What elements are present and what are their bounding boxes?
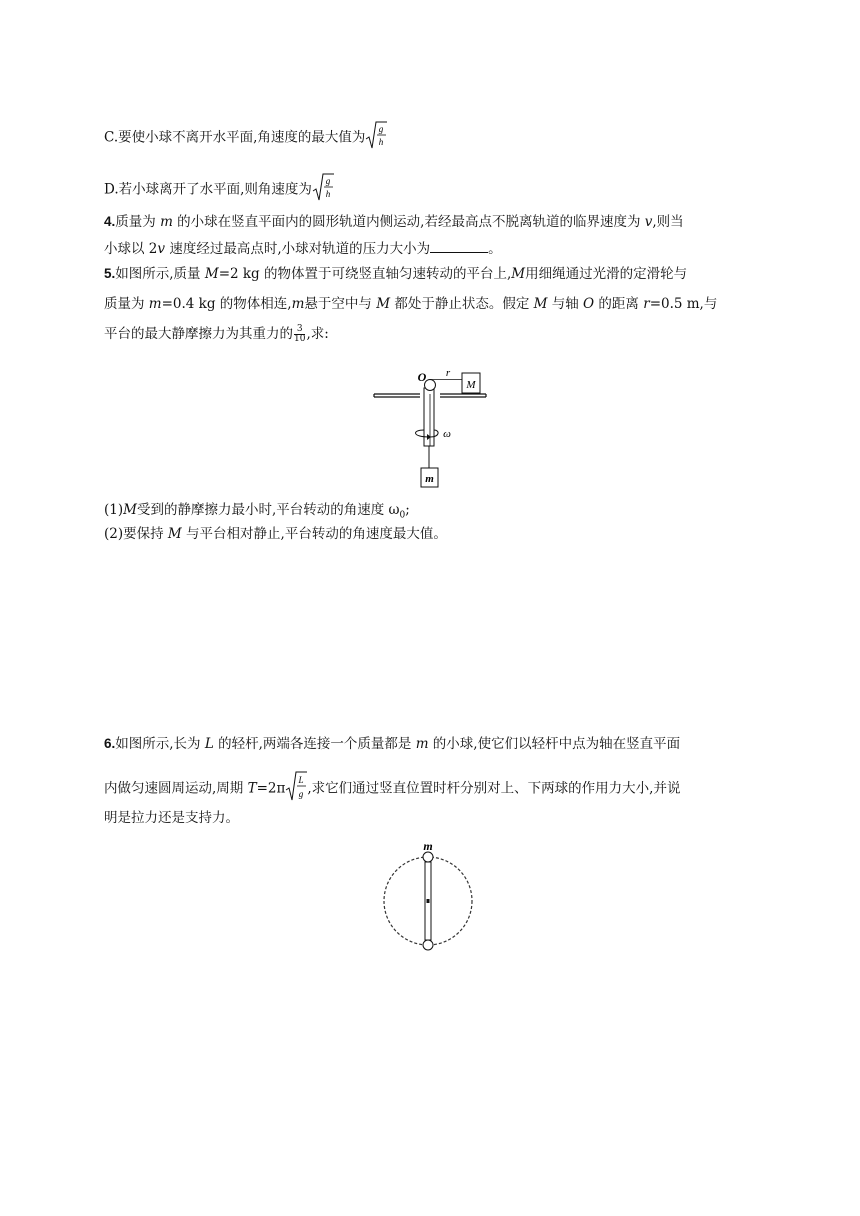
option-d-text: D.若小球离开了水平面,则角速度为: [104, 181, 312, 198]
option-c-text: C.要使小球不离开水平面,角速度的最大值为: [104, 129, 366, 146]
top-ball: [423, 852, 433, 862]
question-number: 5.: [104, 266, 116, 281]
label-m: m: [425, 473, 434, 485]
question-5-line-1: 5.如图所示,质量 M=2 kg 的物体置于可绕竖直轴匀速转动的平台上,M用细绳通过光滑的定滑轮与: [104, 266, 688, 282]
label-M: M: [466, 379, 476, 391]
question-6-line-2: 内做匀速圆周运动,周期 T=2π L g ,求它们通过竖直位置时杆分别对上、下两球的作用力大小,并说: [104, 770, 680, 808]
frac-den: h: [325, 189, 331, 199]
answer-blank: [430, 238, 488, 253]
sqrt-g-over-h: [312, 172, 334, 208]
label-omega: ω: [443, 428, 451, 440]
question-6-line-1: 6.如图所示,长为 L 的轻杆,两端各连接一个质量都是 m 的小球,使它们以轻杆中点为轴在竖直平面: [104, 736, 681, 752]
sqrt-L-over-g: [285, 770, 307, 808]
question-4-line-2: 小球以 2v 速度经过最高点时,小球对轨道的压力大小为 。: [104, 238, 502, 259]
question-4-line-1: 4.质量为 m 的小球在竖直平面内的圆形轨道内侧运动,若经最高点不脱离轨道的临界速度为 v,则当: [104, 214, 684, 230]
frac-den: h: [379, 137, 384, 147]
rotating-rod-figure: [378, 838, 478, 952]
question-number: 6.: [104, 736, 116, 751]
label-O: O: [417, 370, 427, 384]
label-m: m: [423, 839, 433, 853]
option-d: [104, 172, 334, 208]
frac-num: g: [379, 124, 384, 134]
rod-center-axis: [427, 899, 430, 903]
frac-num: g: [325, 176, 331, 186]
question-5-line-3: 平台的最大静摩擦力为其重力的 $\frac{3}{10}$ ,求:: [104, 324, 329, 344]
option-c: [104, 120, 387, 156]
bottom-ball: [423, 940, 433, 950]
question-5-sub-2: (2)要保持 M 与平台相对静止,平台转动的角速度最大值。: [104, 526, 447, 542]
frac-num: L: [298, 775, 304, 785]
question-number: 4.: [104, 214, 116, 229]
fraction-3-10: $\frac{3}{10}$: [294, 324, 306, 344]
rotating-platform-figure: [368, 364, 492, 494]
question-6-line-3: 明是拉力还是支持力。: [104, 810, 239, 826]
frac-den: g: [299, 789, 304, 799]
question-5-line-2: 质量为 m=0.4 kg 的物体相连,m悬于空中与 M 都处于静止状态。假定 M 与轴 O 的距离 r=0.5 m,与: [104, 296, 718, 312]
sqrt-g-over-h: [365, 120, 387, 156]
label-r: r: [445, 367, 451, 379]
question-5-sub-1: (1)M受到的静摩擦力最小时,平台转动的角速度 $\omega_0$;: [104, 502, 410, 521]
